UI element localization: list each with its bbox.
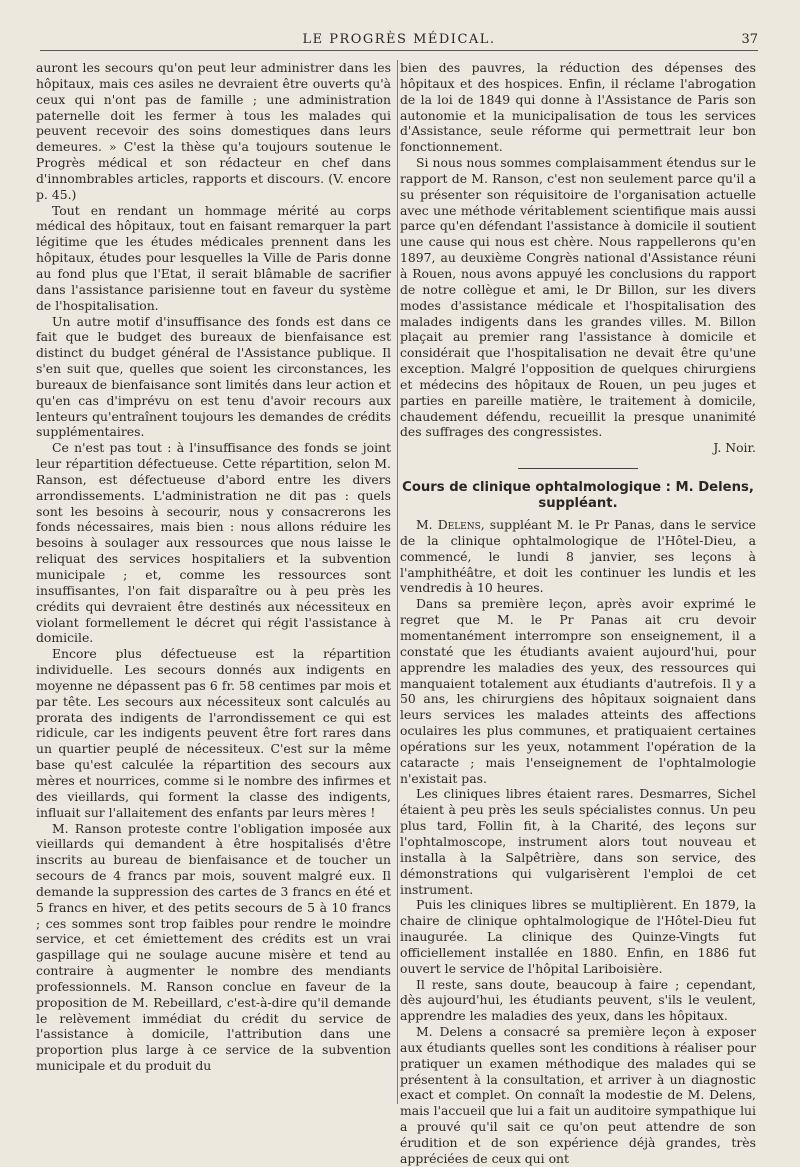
paragraph-text: , suppléant M. le Pr Panas, dans le service de la clinique ophtalmologique de l'Hôtel-Dieu, a commencé, le lundi 8 janvier, ses leçons à l'amphithéâtre, et doit les continuer les lundis et les vendredis à 10 heures.: [400, 517, 757, 596]
paragraph: Un autre motif d'insuffisance des fonds est dans ce fait que le budget des bureaux de bienfaisance est distinct du budget général de l'Assistance publique. Il s'en suit que, quelles que soient les circonstances, les bureaux de bienfaisance sont limités dans leur action et qu'en cas d'imprévu on est tenu d'avoir recours aux lenteurs qu'entraînent toujours les demandes de crédits supplémentaires.: [36, 313, 391, 440]
section-heading: Cours de clinique ophtalmologique : M. Delens, suppléant.: [402, 480, 754, 512]
paragraph: auront les secours qu'on peut leur administrer dans les hôpitaux, mais ces asiles ne devraient être ouverts qu'à ceux qui n'ont pas de famille ; une administration paternelle doit les fermer à tous les malades qui peuvent recevoir des soins domestiques dans leurs demeures. » C'est la thèse qu'a toujours soutenue le Progrès médical et son rédacteur en chef dans d'innombrables articles, rapports et discours. (V. encore p. 45.): [36, 60, 391, 202]
paragraph: Puis les cliniques libres se multiplièrent. En 1879, la chaire de clinique ophtalmologique de l'Hôtel-Dieu fut inaugurée. La clinique des Quinze-Vingts fut officiellement installée en 1880. Enfin, en 1886 fut ouvert le service de l'hôpital Lariboisière.: [400, 897, 756, 976]
paragraph: Ce n'est pas tout : à l'insuffisance des fonds se joint leur répartition défectueuse. Cette répartition, selon M. Ranson, est défectueuse d'abord entre les divers arrondissements. L'administration ne dit pas : quels sont les besoins à secourir, nous y consacrerons les fonds nécessaires, mais bien : nous allons réduire les besoins à soulager aux ressources que nous laisse le reliquat des services hospitaliers et la subvention municipale ; et, comme les ressources sont insuffisantes, l'on fait disparaître ou à peu près les crédits qui devraient être destinés aux nécessiteux en violant formellement le décret qui régit l'assistance à domicile.: [36, 440, 391, 646]
page-number: 37: [741, 32, 758, 47]
running-title: LE PROGRÈS MÉDICAL.: [302, 32, 496, 47]
paragraph: bien des pauvres, la réduction des dépenses des hôpitaux et des hospices. Enfin, il réclame l'abrogation de la loi de 1849 qui donne à l'Assistance de Paris son autonomie et la municipalisation de tous les services d'Assistance, seule réforme qui permettrait leur bon fonctionnement.: [400, 60, 756, 155]
paragraph: Encore plus défectueuse est la répartition individuelle. Les secours donnés aux indigents en moyenne ne dépassent pas 6 fr. 58 centimes par mois et par tête. Les secours aux nécessiteux sont calculés au prorata des indigents de l'arrondissement ce qui est ridicule, car les indigents peuvent être fort rares dans un quartier peuplé de nécessiteux. C'est sur la même base qu'est calculée la répartition des secours aux mères et nourrices, comme si le nombre des infirmes et des vieillards, qui forment la classe des indigents, influait sur l'allaitement des enfants par leurs mères !: [36, 646, 391, 820]
paragraph: [400, 517, 756, 596]
section-separator: [518, 468, 638, 469]
left-column: [36, 60, 391, 1074]
paragraph: Il reste, sans doute, beaucoup à faire ; cependant, dès aujourd'hui, les étudiants peuvent, s'ils le veulent, apprendre les maladies des yeux, dans les hôpitaux.: [400, 976, 756, 1024]
paragraph: M. Ranson proteste contre l'obligation imposée aux vieillards qui demandent à être hospitalisés d'être inscrits au bureau de bienfaisance et de toucher un secours de 4 francs par mois, souvent malgré eux. Il demande la suppression des cartes de 3 francs en été et 5 francs en hiver, et des petits secours de 5 à 10 francs ; ces sommes sont trop faibles pour rendre le moindre service, et cet émiettement des crédits est un vrai gaspillage qui ne soulage aucune misère et tend au contraire à augmenter le nombre des mendiants professionnels. M. Ranson conclue en faveur de la proposition de M. Rebeillard, c'est-à-dire qu'il demande le relèvement immédiat du crédit du service de l'assistance à domicile, l'attribution dans une proportion plus large à ce service de la subvention municipale et du produit du: [36, 820, 391, 1074]
paragraph: Les cliniques libres étaient rares. Desmarres, Sichel étaient à peu près les seuls spécialistes connus. Un peu plus tard, Follin fit, à la Charité, des leçons sur l'ophtalmoscope, instrument alors tout nouveau et installa à la Salpêtrière, dans son service, des démonstrations qui vulgarisèrent l'emploi de cet instrument.: [400, 786, 756, 897]
column-divider: [397, 60, 398, 1104]
paragraph: Dans sa première leçon, après avoir exprimé le regret que M. le Pr Panas ait cru devoir momentanément interrompre son enseignement, il a constaté que les étudiants avaient aujourd'hui, pour apprendre les maladies des yeux, des ressources qui manquaient totalement aux étudiants d'autrefois. Il y a 50 ans, les chirurgiens des hôpitaux soignaient dans leurs services les malades atteints des affections oculaires les plus communes, et pratiquaient certaines opérations sur les yeux, notamment l'opération de la cataracte ; mais l'enseignement de l'ophtalmologie n'existait pas.: [400, 596, 756, 786]
paragraph: Tout en rendant un hommage mérité au corps médical des hôpitaux, tout en faisant remarquer la part légitime que les études médicales prennent dans les hôpitaux, études pour lesquelles la Ville de Paris donne au fond plus que l'Etat, il serait blâmable de sacrifier dans l'assistance parisienne tout en faveur du système de l'hospitalisation.: [36, 202, 391, 313]
author-name: M. Delens: [416, 517, 481, 533]
running-head: [40, 28, 758, 51]
author-signature: J. Noir.: [713, 440, 756, 456]
paragraph: Si nous nous sommes complaisamment étendus sur le rapport de M. Ranson, c'est non seulement parce qu'il a su présenter son réquisitoire de l'organisation actuelle avec une méthode véritablement scientifique mais aussi parce qu'en défendant l'assistance à domicile il soutient une cause qui nous est chère. Nous rappellerons qu'en 1897, au deuxième Congrès national d'Assistance réuni à Rouen, nous avons appuyé les conclusions du rapport de notre collègue et ami, le Dr Billon, sur les divers modes d'assistance médicale et l'hospitalisation des malades indigents dans les grandes villes. M. Billon plaçait au premier rang l'assistance à domicile et considérait que l'hospitalisation ne devait être qu'une exception. Malgré l'opposition de quelques chirurgiens et médecins des hôpitaux de Rouen, un peu juges et parties en pareille matière, le traitement à domicile, chaudement défendu, recueillit la presque unanimité des suffrages des congressistes.: [400, 155, 756, 440]
paragraph: M. Delens a consacré sa première leçon à exposer aux étudiants quelles sont les conditions à réaliser pour pratiquer un examen méthodique des malades qui se présentent à la consultation, et arriver à un diagnostic exact et complet. On connaît la modestie de M. Delens, mais l'accueil que lui a fait un auditoire sympathique lui a prouvé qu'il sait ce qu'on peut attendre de son érudition et de son expérience déjà grandes, très appréciées de ceux qui ont: [400, 1024, 756, 1166]
right-column: [400, 60, 756, 1167]
